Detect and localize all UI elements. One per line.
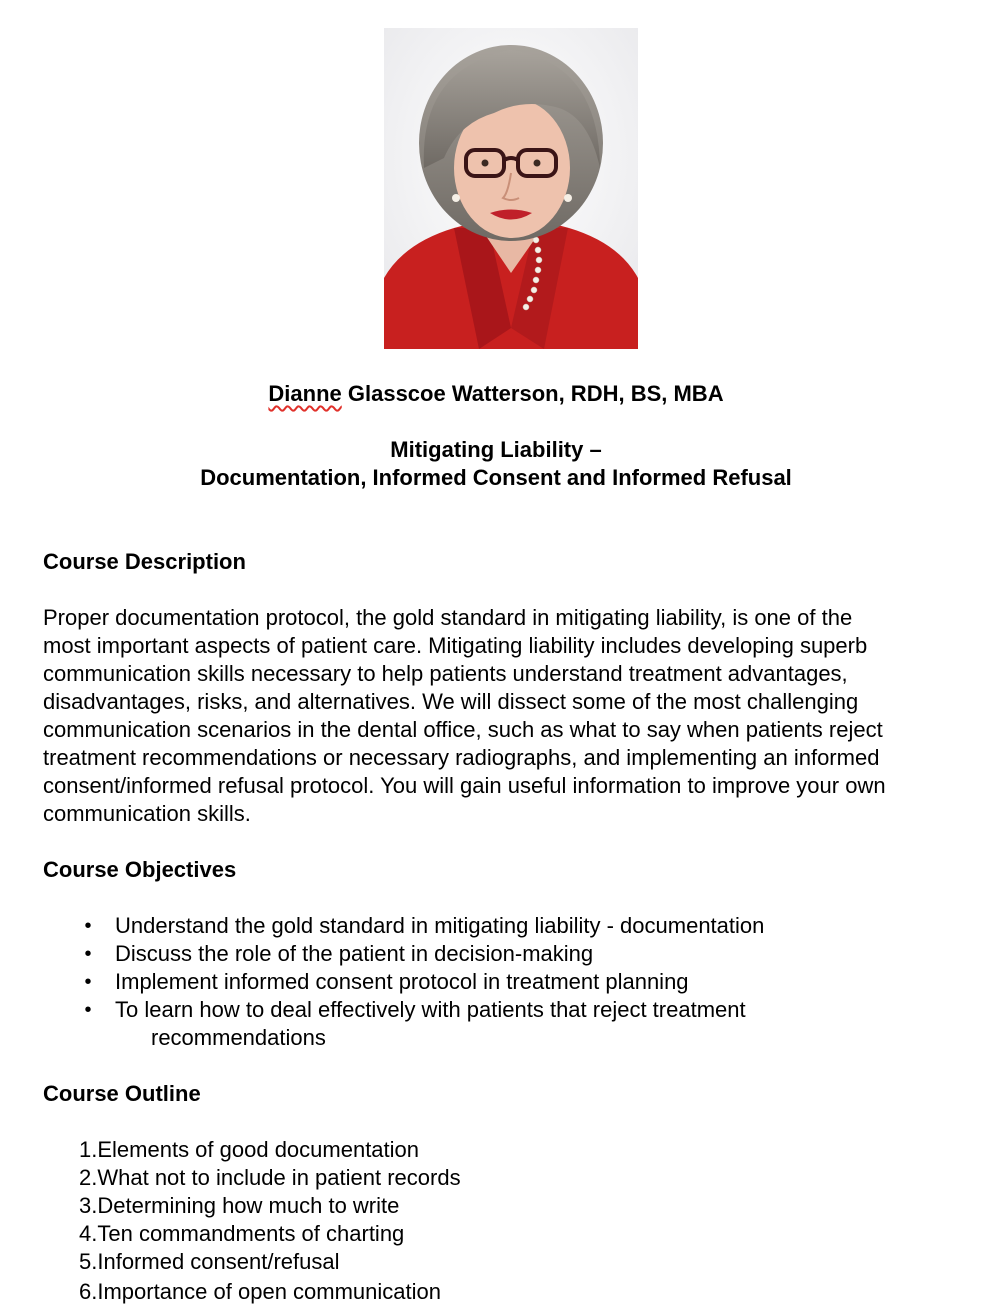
description-line: most important aspects of patient care. Mitigating liability includes developing superb <box>43 633 868 658</box>
objective-text: Discuss the role of the patient in decision-making <box>115 941 594 966</box>
outline-list <box>79 1136 461 1306</box>
objective-text: Understand the gold standard in mitigating liability - documentation <box>115 913 765 938</box>
description-line: communication skills. <box>43 801 251 826</box>
outline-text: Informed consent/refusal <box>97 1249 340 1274</box>
outline-number: 4. <box>79 1221 98 1246</box>
description-line: communication scenarios in the dental office, such as what to say when patients reject <box>43 717 883 742</box>
objective-text: To learn how to deal effectively with patients that reject treatment <box>115 997 746 1022</box>
list-item <box>78 968 764 996</box>
list-item <box>78 912 764 940</box>
outline-text: Elements of good documentation <box>97 1137 420 1162</box>
bullet-icon: • <box>84 971 92 993</box>
outline-text: Determining how much to write <box>97 1193 400 1218</box>
author-credentials: Glasscoe Watterson, RDH, BS, MBA <box>341 381 724 406</box>
course-title-line1: Mitigating Liability – <box>390 437 602 462</box>
course-title-line2: Documentation, Informed Consent and Informed Refusal <box>200 465 792 490</box>
list-item <box>79 1278 461 1306</box>
outline-number: 5. <box>79 1249 98 1274</box>
description-line: disadvantages, risks, and alternatives. We will dissect some of the most challenging <box>43 689 859 714</box>
list-item <box>79 1192 461 1220</box>
description-line: consent/informed refusal protocol. You will gain useful information to improve your own <box>43 773 886 798</box>
bullet-icon: • <box>84 915 92 937</box>
outline-text: Ten commandments of charting <box>97 1221 405 1246</box>
author-name <box>0 380 992 408</box>
objective-text: Implement informed consent protocol in treatment planning <box>115 969 689 994</box>
list-item <box>79 1248 461 1276</box>
outline-number: 6. <box>79 1279 98 1304</box>
author-photo <box>384 28 638 349</box>
course-objectives-heading: Course Objectives <box>43 857 237 882</box>
list-item <box>79 1220 461 1248</box>
list-item <box>78 940 764 968</box>
outline-number: 3. <box>79 1193 98 1218</box>
portrait-image <box>384 28 638 349</box>
objective-text-continuation: recommendations <box>151 1025 326 1050</box>
course-outline-heading: Course Outline <box>43 1081 201 1106</box>
outline-number: 2. <box>79 1165 98 1190</box>
outline-text: What not to include in patient records <box>97 1165 461 1190</box>
course-description-text <box>43 604 983 828</box>
objectives-list <box>78 912 764 1052</box>
list-item <box>79 1164 461 1192</box>
author-first-name: Dianne <box>268 381 342 406</box>
list-item <box>79 1136 461 1164</box>
outline-number: 1. <box>79 1137 98 1162</box>
bullet-icon: • <box>84 943 92 965</box>
description-line: treatment recommendations or necessary radiographs, and implementing an informed <box>43 745 880 770</box>
description-line: Proper documentation protocol, the gold standard in mitigating liability, is one of the <box>43 605 853 630</box>
description-line: communication skills necessary to help patients understand treatment advantages, <box>43 661 848 686</box>
list-item <box>78 996 764 1052</box>
bullet-icon: • <box>84 999 92 1021</box>
outline-text: Importance of open communication <box>97 1279 441 1304</box>
course-description-heading: Course Description <box>43 549 246 574</box>
